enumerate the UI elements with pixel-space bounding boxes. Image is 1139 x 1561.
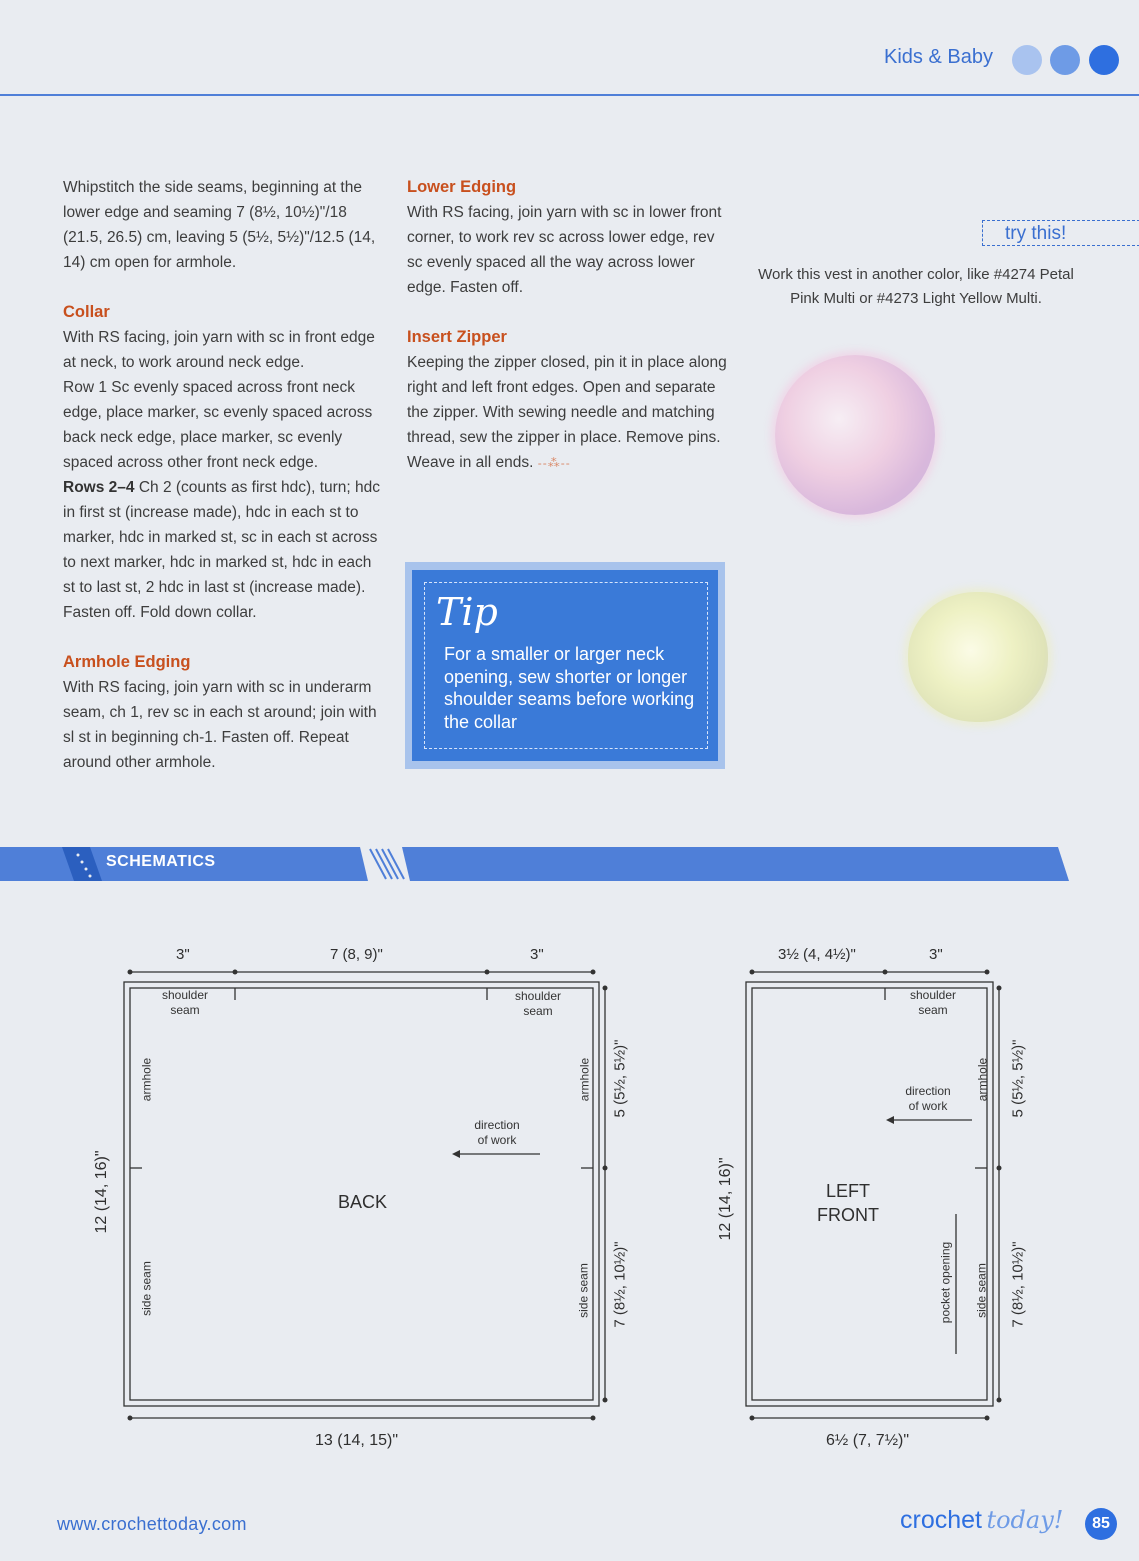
front-upper-dim: 5 (5½, 5½)"	[1009, 1039, 1027, 1118]
front-bottom-dim: 6½ (7, 7½)"	[826, 1432, 910, 1449]
rows-body: Ch 2 (counts as first hdc), turn; hdc in first st (increase made), hdc in each st to marker, hdc in marked st, sc in each st across to next marker, hdc in marked st, hdc in each st to last st, 2 hdc in last st (increase made). Fasten off. Fold down collar.	[63, 479, 381, 621]
schematics-title: SCHEMATICS	[106, 853, 216, 870]
middle-column	[407, 175, 727, 476]
front-top-left-dim: 3½ (4, 4½)"	[778, 946, 856, 963]
end-ornament-icon: ‐‐⁂‐‐	[533, 456, 571, 470]
footer-brand	[900, 1506, 1063, 1535]
page-number: 85	[1092, 1515, 1110, 1532]
front-height-dim: 12 (14, 16)"	[717, 1157, 734, 1241]
front-pocket: pocket opening	[938, 1241, 953, 1324]
front-label-line2: FRONT	[817, 1205, 879, 1225]
zipper-text	[407, 350, 727, 476]
back-direction: direction of work	[474, 1118, 520, 1147]
lower-heading: Lower Edging	[407, 178, 517, 196]
yellow-yarn-ball	[908, 592, 1048, 722]
rows-text	[63, 475, 383, 625]
back-shoulder-left: shoulder seam	[161, 988, 209, 1017]
rows-label: Rows 2–4	[63, 479, 135, 496]
section-label: Kids & Baby	[884, 46, 993, 68]
back-side-left: side seam	[139, 1261, 154, 1316]
zipper-body: Keeping the zipper closed, pin it in place along right and left front edges. Open and separate the zipper. With sewing needle and matching thread, sew the zipper in place. Remove pins. Weave in all ends.	[407, 354, 727, 471]
back-top-right-dim: 3"	[530, 946, 544, 963]
front-label	[810, 1179, 886, 1227]
dot-dark	[1089, 45, 1119, 75]
footer-url[interactable]: www.crochettoday.com	[57, 1514, 247, 1534]
front-direction: direction of work	[905, 1084, 951, 1113]
back-upper-dim: 5 (5½, 5½)"	[611, 1039, 629, 1118]
back-top-mid-dim: 7 (8, 9)"	[330, 946, 383, 963]
front-side: side seam	[974, 1263, 989, 1318]
dot-mid	[1050, 45, 1080, 75]
pink-yarn-ball	[775, 355, 935, 515]
tip-title: Tip	[436, 590, 498, 634]
brand-crochet: crochet	[900, 1506, 982, 1534]
armhole-heading: Armhole Edging	[63, 653, 191, 671]
back-bottom-dim: 13 (14, 15)"	[315, 1432, 399, 1449]
back-height-dim: 12 (14, 16)"	[93, 1150, 110, 1234]
back-label: BACK	[338, 1192, 388, 1212]
collar-heading: Collar	[63, 303, 110, 321]
collar-text: With RS facing, join yarn with sc in front edge at neck, to work around neck edge.	[63, 329, 375, 371]
try-this-text: Work this vest in another color, like #4274 Petal Pink Multi or #4273 Light Yellow Multi.	[758, 266, 1074, 307]
armhole-text: With RS facing, join yarn with sc in underarm seam, ch 1, rev sc in each st around; join with sl st in beginning ch-1. Fasten off. Repeat around other armhole.	[63, 679, 377, 771]
intro-text: Whipstitch the side seams, beginning at the lower edge and seaming 7 (8½, 10½)"/18 (21.5, 26.5) cm, leaving 5 (5½, 5½)"/12.5 (14, 14) cm open for armhole.	[63, 179, 376, 271]
front-top-right-dim: 3"	[929, 946, 943, 963]
brand-today: today!	[986, 1506, 1064, 1534]
front-lower-dim: 7 (8½, 10½)"	[1009, 1241, 1027, 1328]
back-side-right: side seam	[576, 1263, 591, 1318]
back-armhole-right: armhole	[577, 1057, 592, 1102]
back-lower-dim: 7 (8½, 10½)"	[611, 1241, 629, 1328]
front-armhole: armhole	[975, 1057, 990, 1102]
back-top-left-dim: 3"	[176, 946, 190, 963]
back-shoulder-right: shoulder seam	[514, 989, 562, 1018]
page-number-badge	[1085, 1508, 1117, 1540]
tip-text: For a smaller or larger neck opening, sew shorter or longer shoulder seams before working the collar	[444, 644, 695, 732]
row1-text: Row 1 Sc evenly spaced across front neck edge, place marker, sc evenly spaced across back neck edge, place marker, sc evenly spaced across other front neck edge.	[63, 379, 373, 471]
front-label-line1: LEFT	[825, 1181, 870, 1201]
header-rule	[0, 94, 1139, 96]
lower-text: With RS facing, join yarn with sc in lower front corner, to work rev sc across lower edge, rev sc evenly spaced all the way across lower edge. Fasten off.	[407, 204, 722, 296]
left-column	[63, 175, 383, 775]
dot-light	[1012, 45, 1042, 75]
try-this-label: try this!	[1005, 223, 1067, 244]
back-armhole-left: armhole	[139, 1057, 154, 1102]
front-shoulder: shoulder seam	[909, 988, 957, 1017]
zipper-heading: Insert Zipper	[407, 328, 507, 346]
